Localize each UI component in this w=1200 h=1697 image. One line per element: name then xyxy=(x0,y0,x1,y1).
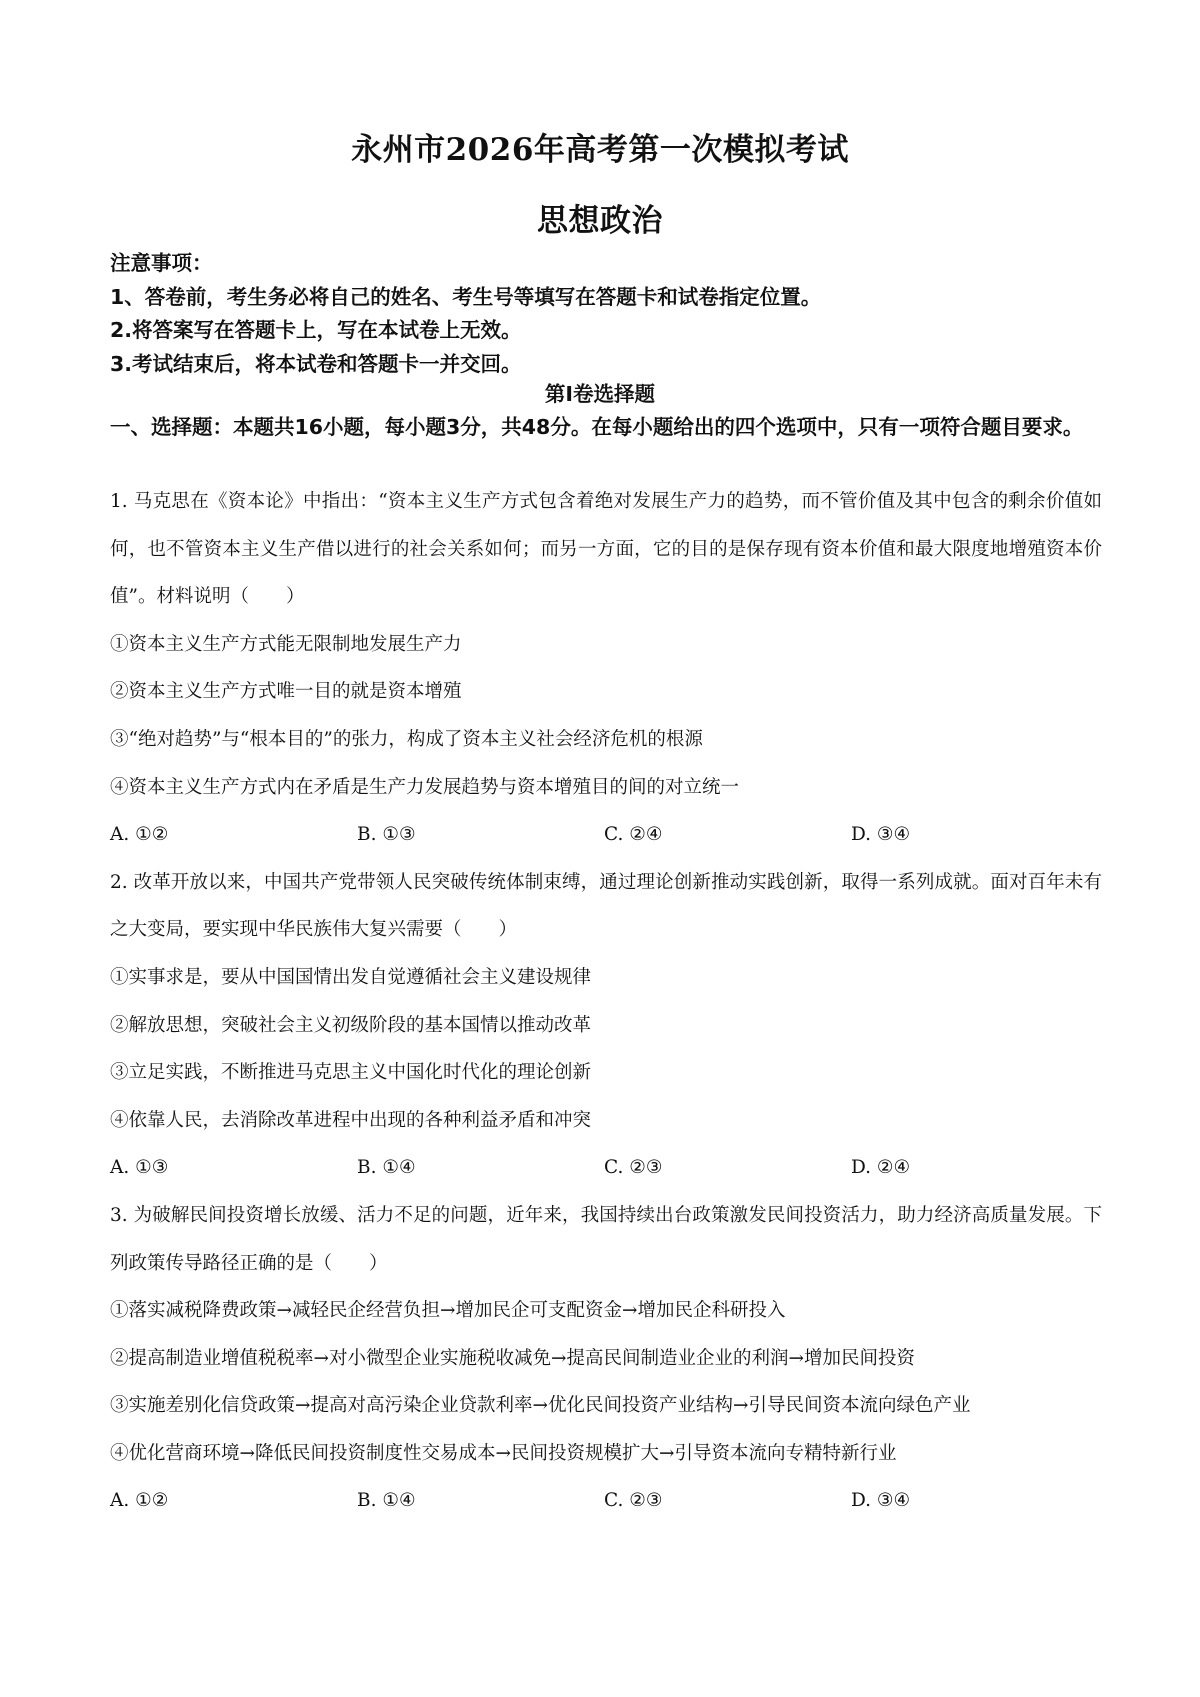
notice-item-2: 2.将答案写在答题卡上，写在本试卷上无效。 xyxy=(110,318,522,342)
answer-choices xyxy=(110,811,1102,859)
section-title: 第Ⅰ卷选择题 xyxy=(544,382,656,406)
statement-option: ②解放思想，突破社会主义初级阶段的基本国情以推动改革 xyxy=(110,1014,592,1036)
question-stem: 1. 马克思在《资本论》中指出：“资本主义生产方式包含着绝对发展生产力的趋势，而不管价值及其中包含的剩余价值如何，也不管资本主义生产借以进行的社会关系如何；而另一方面，它的目的是保存现有资本价值和最大限度地增殖资本价值”。材料说明（ ） xyxy=(110,491,1102,608)
statement-option: ④依靠人民，去消除改革进程中出现的各种利益矛盾和冲突 xyxy=(110,1109,592,1131)
question-3 xyxy=(110,1192,1102,1525)
question-2 xyxy=(110,859,1102,1192)
answer-choice-c: C. ②③ xyxy=(604,1157,663,1179)
answer-choices xyxy=(110,1477,1102,1525)
statement-option: ③“绝对趋势”与“根本目的”的张力，构成了资本主义社会经济危机的根源 xyxy=(110,728,703,750)
answer-choice-b: B. ①④ xyxy=(357,1490,416,1512)
notice-item-1: 1、答卷前，考生务必将自己的姓名、考生号等填写在答题卡和试卷指定位置。 xyxy=(110,284,822,309)
statement-option: ②提高制造业增值税税率→对小微型企业实施税收减免→提高民间制造业企业的利润→增加民间投资 xyxy=(110,1347,916,1369)
statement-option: ③立足实践，不断推进马克思主义中国化时代化的理论创新 xyxy=(110,1062,592,1084)
exam-title: 永州市2026年高考第一次模拟考试 xyxy=(351,132,849,168)
answer-choice-c: C. ②④ xyxy=(604,824,663,846)
answer-choice-d: D. ②④ xyxy=(851,1157,911,1179)
notice-heading: 注意事项： xyxy=(110,251,213,275)
answer-choice-c: C. ②③ xyxy=(604,1490,663,1512)
statement-option: ③实施差别化信贷政策→提高对高污染企业贷款利率→优化民间投资产业结构→引导民间资本流向绿色产业 xyxy=(110,1395,971,1417)
question-list xyxy=(110,478,1102,1525)
question-stem: 2. 改革开放以来，中国共产党带领人民突破传统体制束缚，通过理论创新推动实践创新，取得一系列成就。面对百年未有之大变局，要实现中华民族伟大复兴需要（ ） xyxy=(110,871,1102,941)
statement-option: ①实事求是，要从中国国情出发自觉遵循社会主义建设规律 xyxy=(110,966,592,988)
statement-option: ①资本主义生产方式能无限制地发展生产力 xyxy=(110,633,462,655)
notice-item-3: 3.考试结束后，将本试卷和答题卡一并交回。 xyxy=(110,351,522,376)
answer-choice-b: B. ①③ xyxy=(357,824,416,846)
subject-title: 思想政治 xyxy=(537,203,663,239)
answer-choice-d: D. ③④ xyxy=(851,1490,911,1512)
answer-choice-b: B. ①④ xyxy=(357,1157,416,1179)
question-stem: 3. 为破解民间投资增长放缓、活力不足的问题，近年来，我国持续出台政策激发民间投资活力，助力经济高质量发展。下列政策传导路径正确的是（ ） xyxy=(110,1204,1102,1274)
section-intro: 一、选择题：本题共16小题，每小题3分，共48分。在每小题给出的四个选项中，只有一项符合题目要求。 xyxy=(110,415,1084,439)
answer-choice-a: A. ①③ xyxy=(110,1157,169,1179)
answer-choice-a: A. ①② xyxy=(110,1490,169,1512)
notice-block xyxy=(110,247,1100,381)
question-1 xyxy=(110,478,1102,859)
statement-option: ②资本主义生产方式唯一目的就是资本增殖 xyxy=(110,681,462,703)
answer-choices xyxy=(110,1144,1102,1192)
statement-option: ①落实减税降费政策→减轻民企经营负担→增加民企可支配资金→增加民企科研投入 xyxy=(110,1300,786,1322)
statement-option: ④优化营商环境→降低民间投资制度性交易成本→民间投资规模扩大→引导资本流向专精特新行业 xyxy=(110,1442,897,1464)
answer-choice-d: D. ③④ xyxy=(851,824,911,846)
statement-option: ④资本主义生产方式内在矛盾是生产力发展趋势与资本增殖目的间的对立统一 xyxy=(110,776,740,798)
answer-choice-a: A. ①② xyxy=(110,824,169,846)
